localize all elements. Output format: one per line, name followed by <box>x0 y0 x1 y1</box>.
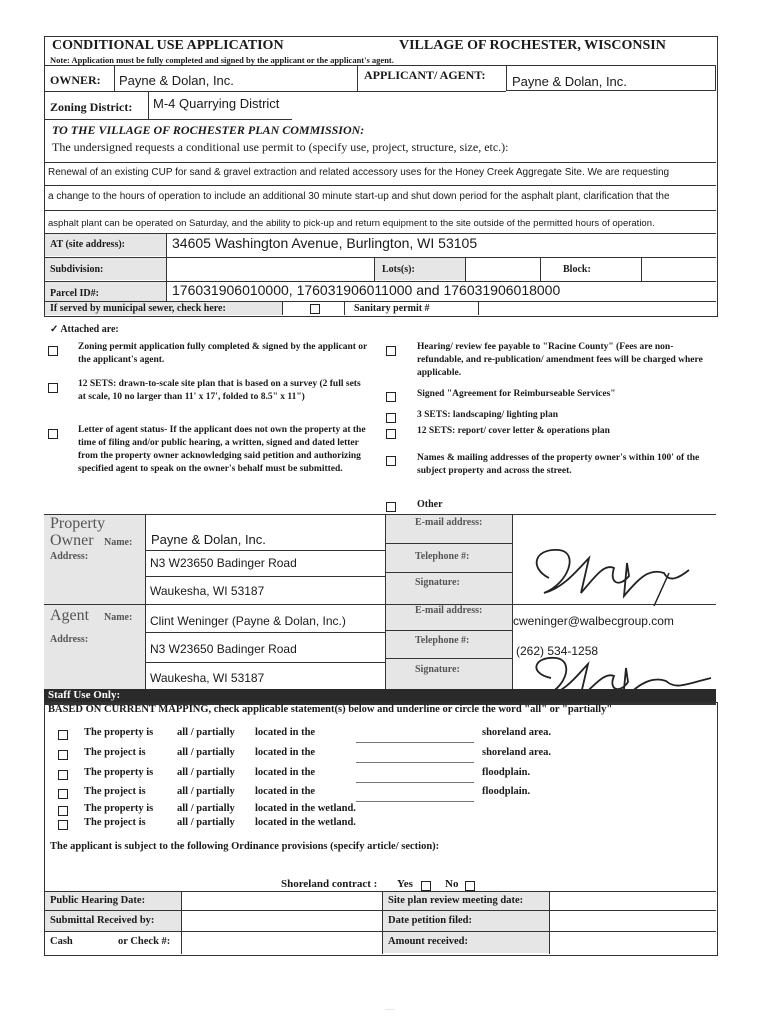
agent-email[interactable]: cweninger@walbecgroup.com <box>513 614 674 628</box>
cash-label: Cash <box>50 936 73 947</box>
owner-phone-label: Telephone #: <box>415 551 470 562</box>
check-label: or Check #: <box>118 936 171 947</box>
sewer-checkbox[interactable] <box>310 304 320 314</box>
agent-address-2[interactable]: Waukesha, WI 53187 <box>150 671 265 685</box>
sanitary-label: Sanitary permit # <box>354 303 430 314</box>
request-line-3[interactable]: asphalt plant can be operated on Saturday, and the ability to pick-up and return equipment to the site outside of the permitted hours of operation. <box>48 218 655 229</box>
request-line-2[interactable]: a change to the hours of operation to include an additional 30 minute start-up and shut down period for the asphalt plant, clarification that the <box>48 191 670 202</box>
staff-row-checkbox[interactable] <box>58 789 68 799</box>
shoreland-contract-label: Shoreland contract : <box>281 878 378 890</box>
owner-address-label: Address: <box>50 551 89 562</box>
subdivision-label: Subdivision: <box>50 264 104 275</box>
staff-row-checkbox[interactable] <box>58 730 68 740</box>
property-label: Property <box>50 515 106 532</box>
attached-checkbox-3[interactable] <box>48 429 58 439</box>
staff-row-checkbox[interactable] <box>58 806 68 816</box>
applicant-label: APPLICANT/ AGENT: <box>364 68 486 82</box>
staff-row-2: The project is all / partially located in the shoreland area. <box>58 747 718 767</box>
shoreland-no-checkbox[interactable] <box>465 881 475 891</box>
agent-label: Agent <box>50 607 90 624</box>
shoreland-yes-label: Yes <box>397 878 413 890</box>
block-label: Block: <box>563 264 591 275</box>
agent-phone-label: Telephone #: <box>415 635 470 646</box>
footer-mark: — <box>385 1004 394 1014</box>
lots-label: Lots(s): <box>382 264 415 275</box>
petition-filed-label: Date petition filed: <box>388 915 472 926</box>
staff-mapping: BASED ON CURRENT MAPPING, check applicable statement(s) below and underline or circle the word "all" or "partially" <box>48 704 613 715</box>
attached-item-1: Zoning permit application fully completed & signed by the applicant or the applicant's agent. <box>78 342 368 365</box>
attached-item-7: 12 SETS: report/ cover letter & operations plan <box>417 426 610 436</box>
ordinance-text: The applicant is subject to the following Ordinance provisions (specify article/ section): <box>50 841 440 852</box>
agent-signature-label: Signature: <box>415 664 460 675</box>
attached-checkbox-9[interactable] <box>386 502 396 512</box>
site-address-label: AT (site address): <box>50 239 125 250</box>
agent-name-label: Name: <box>104 612 133 623</box>
staff-row-4: The project is all / partially located in the floodplain. <box>58 786 718 806</box>
shoreland-no-label: No <box>445 878 459 890</box>
attached-item-2: 12 SETS: drawn-to-scale site plan that is based on a survey (2 full sets at scale, 10 no larger than 11' x 17', folded to 8.5" x 11") <box>78 379 361 402</box>
agent-phone[interactable]: (262) 534-1258 <box>516 644 599 658</box>
owner-address-2[interactable]: Waukesha, WI 53187 <box>150 584 265 598</box>
attached-item-3: Letter of agent status- If the applicant does not own the property at the time of filing and/or public hearing, a written, signed and dated letter from the property owner acknowledging said petition and authorizing specified agent to speak on the owner's behalf must be submitted. <box>78 425 366 474</box>
owner-name[interactable]: Payne & Dolan, Inc. <box>151 532 266 547</box>
agent-address-1[interactable]: N3 W23650 Badinger Road <box>150 642 297 656</box>
zoning-label: Zoning District: <box>50 100 133 114</box>
owner-name-label: Name: <box>104 537 133 548</box>
owner-signature <box>519 538 709 608</box>
parcel-value[interactable]: 176031906010000, 176031906011000 and 176031906018000 <box>172 282 561 298</box>
attached-checkbox-2[interactable] <box>48 383 58 393</box>
owner-value[interactable]: Payne & Dolan, Inc. <box>119 73 234 88</box>
amount-received-label: Amount received: <box>388 936 468 947</box>
attached-item-6: 3 SETS: landscaping/ lighting plan <box>417 410 558 420</box>
submittal-label: Submittal Received by: <box>50 915 155 926</box>
owner-label: OWNER: <box>50 73 101 87</box>
applicant-value[interactable]: Payne & Dolan, Inc. <box>512 74 627 89</box>
commission-intro: The undersigned requests a conditional use permit to (specify use, project, structure, size, etc.): <box>52 140 509 154</box>
attached-item-8: Names & mailing addresses of the property owner's within 100' of the subject property and across the street. <box>417 453 700 476</box>
staff-row-checkbox[interactable] <box>58 820 68 830</box>
zoning-value[interactable]: M-4 Quarrying District <box>153 96 280 111</box>
attached-item-4: Hearing/ review fee payable to "Racine County" (Fees are non-refundable, and re-publication/ amendment fees will be charged where applicable. <box>417 342 703 378</box>
agent-address-label: Address: <box>50 634 89 645</box>
site-address-value[interactable]: 34605 Washington Avenue, Burlington, WI 53105 <box>172 235 478 251</box>
attached-checkbox-6[interactable] <box>386 413 396 423</box>
staff-row-5: The property is all / partially located in the wetland. <box>58 803 718 817</box>
header-note: Note: Application must be fully completed and signed by the applicant or the applicant's agent. <box>50 55 394 65</box>
public-hearing-label: Public Hearing Date: <box>50 895 146 906</box>
sewer-label: If served by municipal sewer, check here: <box>50 303 226 314</box>
owner-email-label: E-mail address: <box>415 517 483 528</box>
staff-row-checkbox[interactable] <box>58 750 68 760</box>
attached-checkbox-5[interactable] <box>386 392 396 402</box>
staff-row-1: The property is all / partially located in the shoreland area. <box>58 727 718 747</box>
staff-bar <box>44 689 716 703</box>
attached-heading: ✓ Attached are: <box>50 324 119 335</box>
owner-signature-label: Signature: <box>415 577 460 588</box>
staff-row-3: The property is all / partially located in the floodplain. <box>58 767 718 787</box>
agent-email-label: E-mail address: <box>415 605 483 616</box>
owner-block-label: Owner <box>50 532 94 549</box>
staff-row-6: The project is all / partially located in the wetland. <box>58 817 718 831</box>
shoreland-yes-checkbox[interactable] <box>421 881 431 891</box>
attached-checkbox-7[interactable] <box>386 429 396 439</box>
attached-checkbox-4[interactable] <box>386 346 396 356</box>
village-name: VILLAGE OF ROCHESTER, WISCONSIN <box>399 38 666 53</box>
staff-row-checkbox[interactable] <box>58 770 68 780</box>
request-line-1[interactable]: Renewal of an existing CUP for sand & gravel extraction and related accessory uses for the Honey Creek Aggregate Site. We are requesting <box>48 167 670 178</box>
attached-checkbox-8[interactable] <box>386 456 396 466</box>
parcel-label: Parcel ID#: <box>50 288 99 299</box>
attached-item-9: Other <box>417 499 443 510</box>
commission-heading: TO THE VILLAGE OF ROCHESTER PLAN COMMISSION: <box>52 123 365 137</box>
form-title: CONDITIONAL USE APPLICATION <box>52 38 284 53</box>
site-plan-review-label: Site plan review meeting date: <box>388 895 524 906</box>
attached-item-5: Signed "Agreement for Reimburseable Services" <box>417 389 616 399</box>
staff-heading: Staff Use Only: <box>48 689 121 701</box>
agent-name[interactable]: Clint Weninger (Payne & Dolan, Inc.) <box>150 614 346 628</box>
attached-checkbox-1[interactable] <box>48 346 58 356</box>
owner-address-1[interactable]: N3 W23650 Badinger Road <box>150 556 297 570</box>
